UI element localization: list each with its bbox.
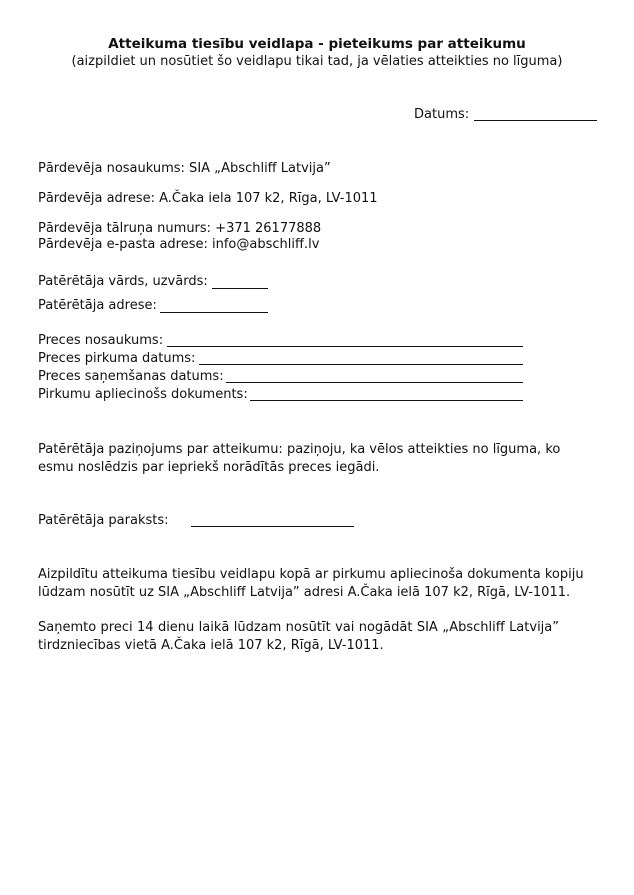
consumer-address-label: Patērētāja adrese: (38, 298, 157, 313)
seller-address: Pārdevēja adrese: A.Čaka iela 107 k2, Rīga, LV-1011 (38, 191, 378, 206)
goods-name-label: Preces nosaukums: (38, 333, 164, 348)
consumer-name-field-line[interactable] (212, 288, 268, 289)
seller-email: Pārdevēja e-pasta adrese: info@abschliff.lv (38, 237, 320, 252)
seller-name: Pārdevēja nosaukums: SIA „Abschliff Latvija” (38, 161, 331, 176)
purchase-document-field-line[interactable] (250, 400, 523, 401)
instruction-paragraph-2: Saņemto preci 14 dienu laikā lūdzam nosūtīt vai nogādāt SIA „Abschliff Latvija” tirdzniecības vietā A.Čaka ielā 107 k2, Rīgā, LV-1011. (38, 620, 559, 653)
purchase-date-label: Preces pirkuma datums: (38, 351, 196, 366)
purchase-document-label: Pirkumu apliecinošs dokuments: (38, 387, 248, 402)
signature-field-line[interactable] (191, 526, 354, 527)
document-subtitle: (aizpildiet un nosūtiet šo veidlapu tikai tad, ja vēlaties atteikties no līguma) (71, 54, 563, 69)
receipt-date-label: Preces saņemšanas datums: (38, 369, 224, 384)
purchase-date-field-line[interactable] (199, 364, 523, 365)
document-title: Atteikuma tiesību veidlapa - pieteikums par atteikumu (108, 36, 526, 52)
receipt-date-field-line[interactable] (226, 382, 523, 383)
withdrawal-statement: Patērētāja paziņojums par atteikumu: paziņoju, ka vēlos atteikties no līguma, ko esmu noslēdzis par iepriekš norādītās preces iegādi. (38, 442, 561, 475)
goods-name-field-line[interactable] (167, 346, 523, 347)
seller-phone: Pārdevēja tālruņa numurs: +371 26177888 (38, 221, 322, 236)
signature-label: Patērētāja paraksts: (38, 513, 169, 528)
consumer-address-field-line[interactable] (160, 312, 268, 313)
consumer-name-label: Patērētāja vārds, uzvārds: (38, 274, 208, 289)
instruction-paragraph-1: Aizpildītu atteikuma tiesību veidlapu kopā ar pirkumu apliecinoša dokumenta kopiju lūdzam nosūtīt uz SIA „Abschliff Latvija” adresi A.Čaka ielā 107 k2, Rīgā, LV-1011. (38, 567, 584, 600)
date-label: Datums: (414, 107, 470, 122)
date-field-line[interactable] (474, 120, 597, 121)
